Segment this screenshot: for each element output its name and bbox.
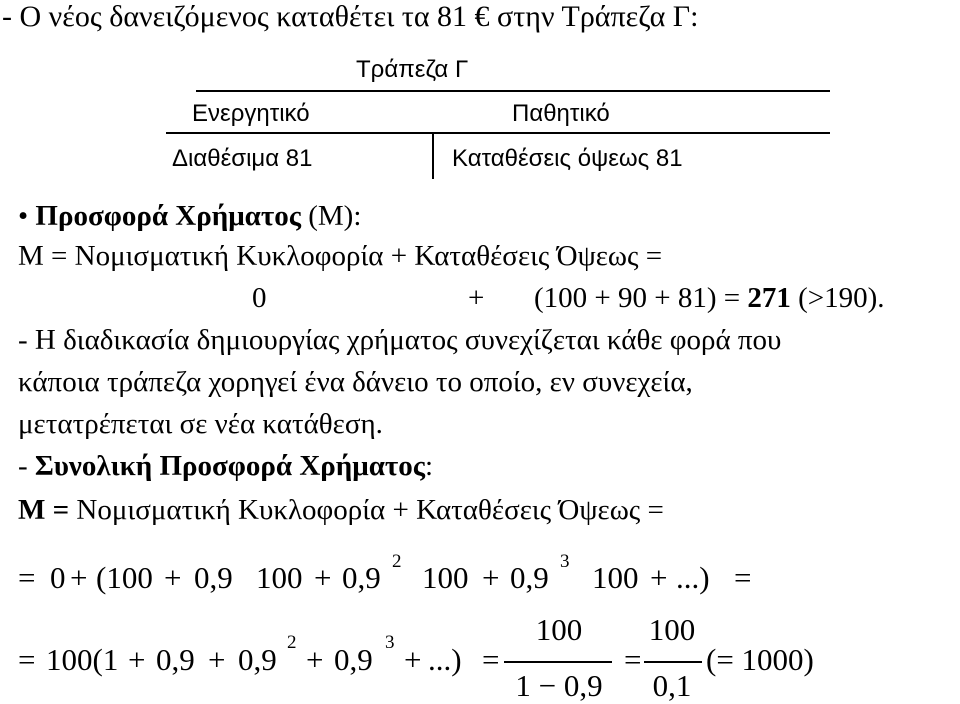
value-plus: + [468, 282, 485, 314]
total-supply-heading-line [18, 450, 433, 483]
total-supply-formula: Νομισματική Κυκλοφορία + Καταθέσεις Όψεως = [69, 494, 664, 526]
value-zero: 0 [252, 282, 267, 314]
process-line-2: κάποια τράπεζα χορηγεί ένα δάνειο το οποίο, εν συνεχεία, [18, 366, 693, 398]
t-account-title: Τράπεζα Γ [356, 56, 469, 83]
eq2-equals: = [18, 642, 36, 677]
eq2-plus-2: + [208, 642, 226, 677]
t-account-divider [432, 133, 434, 179]
eq1-coef-2: 0,9 [342, 560, 381, 595]
eq1-plus: + [70, 560, 88, 595]
bullet: • [18, 200, 29, 232]
value-compare: (>190). [790, 282, 885, 314]
fraction-1-den-wrap [504, 668, 614, 704]
money-supply-heading: Προσφορά Χρήματος [35, 200, 301, 232]
eq2-dots: ...) [428, 642, 462, 677]
value-sum [534, 282, 885, 315]
eq1-plus-4: + [650, 560, 668, 595]
eq2-start: 100(1 [46, 642, 119, 677]
eq2-coef-3: 0,9 [334, 642, 373, 677]
fraction-2-bar [644, 661, 702, 663]
money-supply-heading-suffix: (Μ): [300, 200, 362, 232]
eq2-coef-1: 0,9 [156, 642, 195, 677]
eq2-equals-2: = [482, 642, 500, 677]
total-supply-suffix: : [425, 450, 434, 482]
total-supply-heading: Συνολική Προσφορά Χρήματος [34, 450, 426, 482]
t-account-top-rule [196, 90, 830, 92]
assets-item: Διαθέσιμα 81 [172, 145, 313, 172]
eq1-exp-2: 2 [392, 551, 402, 572]
total-supply-prefix: - [18, 450, 35, 482]
liabilities-header: Παθητικό [512, 100, 610, 127]
eq1-dots: ...) [676, 560, 710, 595]
value-total: 271 [747, 282, 791, 314]
eq1-open: (100 [96, 560, 153, 595]
eq2-result: (= 1000) [706, 642, 814, 677]
process-line-1: - Η διαδικασία δημιουργίας χρήματος συνεχίζεται κάθε φορά που [18, 324, 782, 356]
eq1-plus-3: + [482, 560, 500, 595]
total-supply-formula-line [18, 494, 664, 527]
eq2-plus-1: + [128, 642, 146, 677]
eq2-exp-2: 2 [287, 632, 297, 653]
eq2-exp-3: 3 [385, 632, 395, 653]
eq1-coef-3: 0,9 [510, 560, 549, 595]
eq1-equals: = [18, 560, 36, 595]
fraction-1-numerator: 100 [535, 612, 583, 647]
fraction-1-denominator: 1 − 0,9 [515, 668, 603, 703]
eq1-val-1: 100 [256, 560, 303, 595]
fraction-2-numerator: 100 [648, 612, 696, 647]
fraction-2 [642, 612, 702, 648]
assets-header: Ενεργητικό [192, 100, 310, 127]
fraction-2-den-wrap [642, 668, 702, 704]
eq1-zero: 0 [50, 560, 66, 595]
eq1-exp-3: 3 [560, 551, 570, 572]
eq2-plus-4: + [404, 642, 422, 677]
eq1-val-3: 100 [592, 560, 639, 595]
eq1-val-2: 100 [422, 560, 469, 595]
money-supply-heading-line [18, 200, 361, 233]
fraction-1 [504, 612, 614, 648]
eq1-plus-2: + [314, 560, 332, 595]
intro-text: - Ο νέος δανειζόμενος καταθέτει τα 81 € στην Τράπεζα Γ: [2, 0, 699, 33]
eq2-plus-3: + [306, 642, 324, 677]
fraction-1-bar [504, 661, 612, 663]
liabilities-item: Καταθέσεις όψεως 81 [452, 145, 683, 172]
eq1-plus-1: + [164, 560, 182, 595]
value-sum-open: (100 + 90 + 81) = [534, 282, 748, 314]
eq2-equals-3: = [624, 642, 642, 677]
fraction-2-denominator: 0,1 [652, 668, 692, 703]
process-line-3: μετατρέπεται σε νέα κατάθεση. [18, 408, 383, 440]
m-label: Μ = [18, 494, 70, 526]
money-supply-formula: Μ = Νομισματική Κυκλοφορία + Καταθέσεις Όψεως = [18, 240, 663, 272]
eq2-coef-2: 0,9 [238, 642, 277, 677]
eq1-end-equals: = [734, 560, 752, 595]
eq1-coef-1: 0,9 [194, 560, 233, 595]
t-account-header-rule [166, 132, 830, 134]
